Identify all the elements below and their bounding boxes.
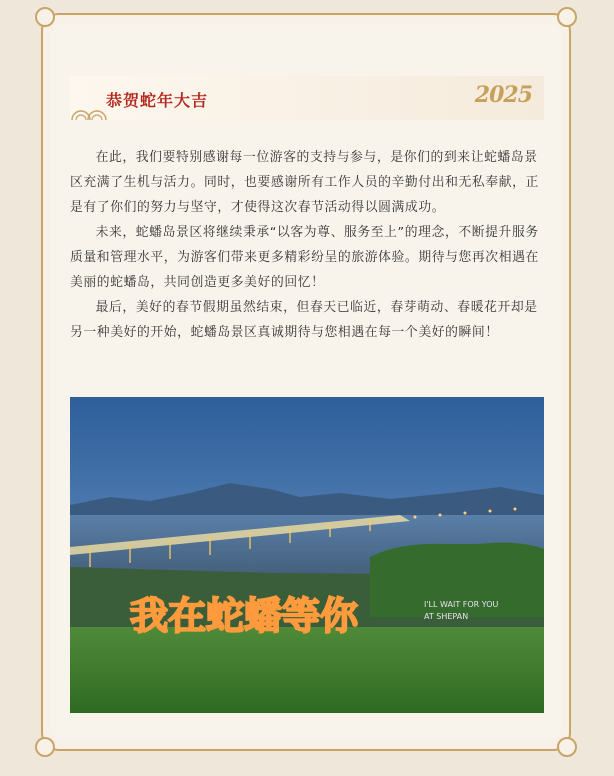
article-body: [70, 145, 544, 345]
sign-text: 我在蛇蟠等你: [130, 594, 359, 638]
section-header: [70, 76, 544, 120]
year-logo: 2025: [474, 82, 532, 108]
section-title: 恭贺蛇年大吉: [106, 91, 209, 110]
sign-english-2: AT SHEPAN: [424, 612, 469, 621]
cloud-wave-icon: [70, 102, 110, 120]
paragraph: 未来，蛇蟠岛景区将继续秉承“以客为尊、服务至上”的理念，不断提升服务质量和管理水平，为游客们带来更多精彩纷呈的旅游体验。期待与您再次相遇在美丽的蛇蟠岛，共同创造更多美好的回忆！: [70, 225, 539, 290]
corner-ornament-icon: [557, 737, 577, 757]
corner-ornament-icon: [35, 737, 55, 757]
corner-ornament-icon: [557, 7, 577, 27]
corner-ornament-icon: [35, 7, 55, 27]
night-bridge-image: [70, 397, 544, 713]
sign-english-1: I'LL WAIT FOR YOU: [424, 600, 499, 609]
scenic-photo: [70, 397, 544, 713]
paragraph: 最后，美好的春节假期虽然结束，但春天已临近，春芽萌动、春暖花开却是另一种美好的开始，蛇蟠岛景区真诚期待与您相遇在每一个美好的瞬间！: [70, 300, 538, 340]
paragraph: 在此，我们要特别感谢每一位游客的支持与参与，是你们的到来让蛇蟠岛景区充满了生机与活力。同时，也要感谢所有工作人员的辛勤付出和无私奉献，正是有了你们的努力与坚守，才使得这次春节活动得以圆满成功。: [70, 150, 539, 215]
